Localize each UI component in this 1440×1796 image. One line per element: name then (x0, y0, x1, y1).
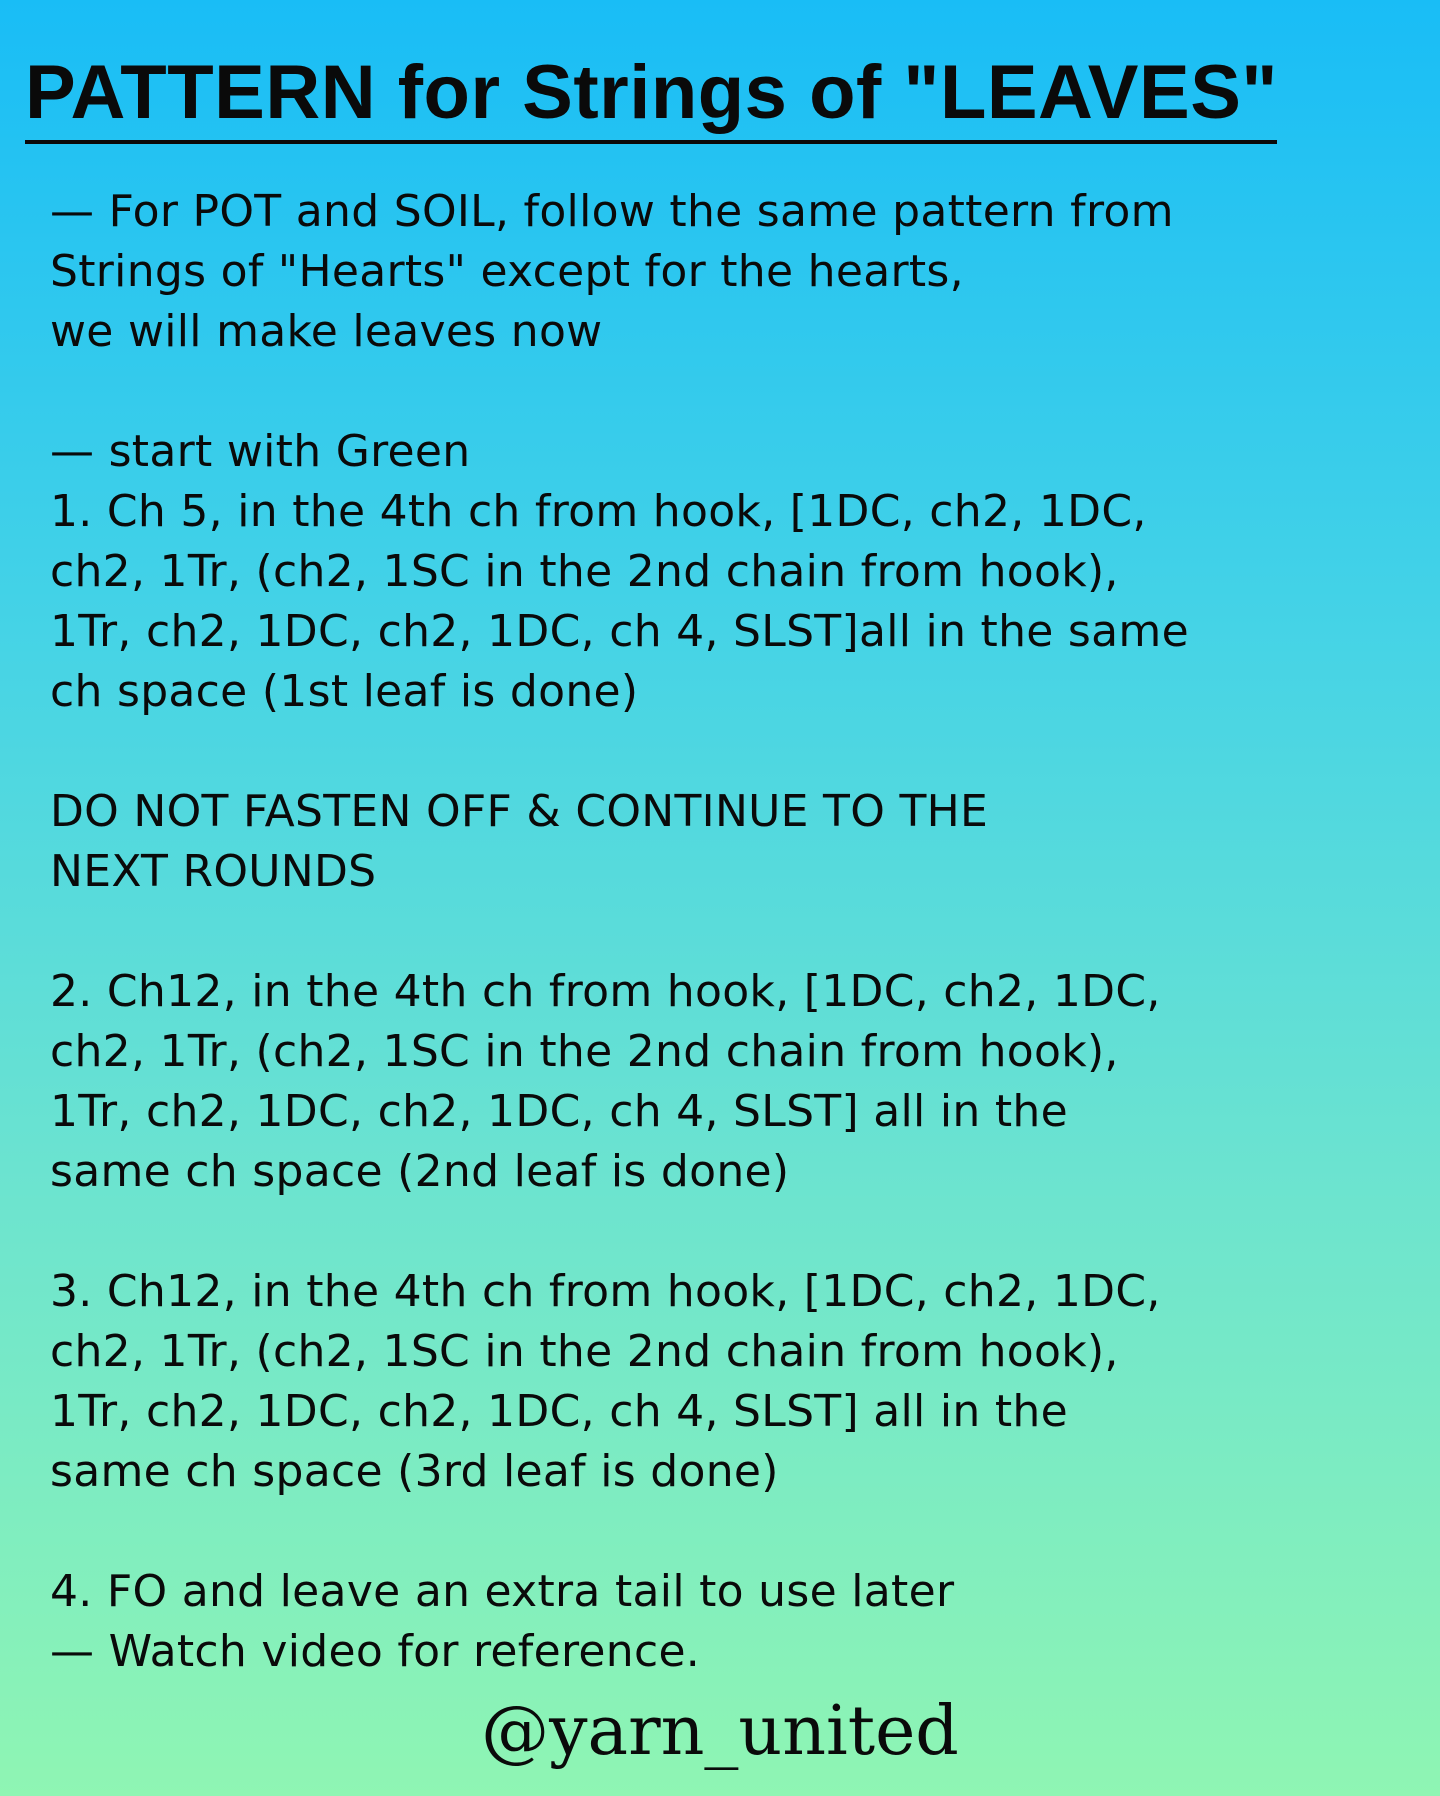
step-1-line: 1Tr, ch2, 1DC, ch2, 1DC, ch 4, SLST]all in the same (50, 606, 1189, 657)
step-1-line: — start with Green (50, 426, 471, 477)
step-2-line: 2. Ch12, in the 4th ch from hook, [1DC, ch2, 1DC, (50, 966, 1161, 1017)
step-3-line: same ch space (3rd leaf is done) (50, 1446, 779, 1497)
step-3-paragraph (50, 1262, 1410, 1502)
intro-line: Strings of "Hearts" except for the hearts, (50, 246, 964, 297)
page-title: PATTERN for Strings of "LEAVES" (25, 48, 1277, 144)
intro-line: — For POT and SOIL, follow the same pattern from (50, 186, 1174, 237)
notice-paragraph (50, 782, 1410, 902)
pattern-instructions (50, 182, 1410, 1682)
step-1-line: ch2, 1Tr, (ch2, 1SC in the 2nd chain from hook), (50, 546, 1119, 597)
step-3-line: ch2, 1Tr, (ch2, 1SC in the 2nd chain from hook), (50, 1326, 1119, 1377)
account-handle: @yarn_united (481, 1692, 959, 1771)
step-1-paragraph (50, 422, 1410, 722)
step-3-line: 3. Ch12, in the 4th ch from hook, [1DC, ch2, 1DC, (50, 1266, 1161, 1317)
step-4-paragraph (50, 1562, 1410, 1682)
step-3-line: 1Tr, ch2, 1DC, ch2, 1DC, ch 4, SLST] all in the (50, 1386, 1068, 1437)
step-1-line: ch space (1st leaf is done) (50, 666, 639, 717)
step-2-paragraph (50, 962, 1410, 1202)
step-4-line: — Watch video for reference. (50, 1626, 701, 1677)
notice-line: DO NOT FASTEN OFF & CONTINUE TO THE (50, 786, 989, 837)
notice-line: NEXT ROUNDS (50, 846, 377, 897)
intro-paragraph (50, 182, 1410, 362)
step-4-line: 4. FO and leave an extra tail to use later (50, 1566, 955, 1617)
step-2-line: ch2, 1Tr, (ch2, 1SC in the 2nd chain from hook), (50, 1026, 1119, 1077)
intro-line: we will make leaves now (50, 306, 603, 357)
step-2-line: same ch space (2nd leaf is done) (50, 1146, 790, 1197)
step-1-line: 1. Ch 5, in the 4th ch from hook, [1DC, ch2, 1DC, (50, 486, 1147, 537)
step-2-line: 1Tr, ch2, 1DC, ch2, 1DC, ch 4, SLST] all in the (50, 1086, 1068, 1137)
